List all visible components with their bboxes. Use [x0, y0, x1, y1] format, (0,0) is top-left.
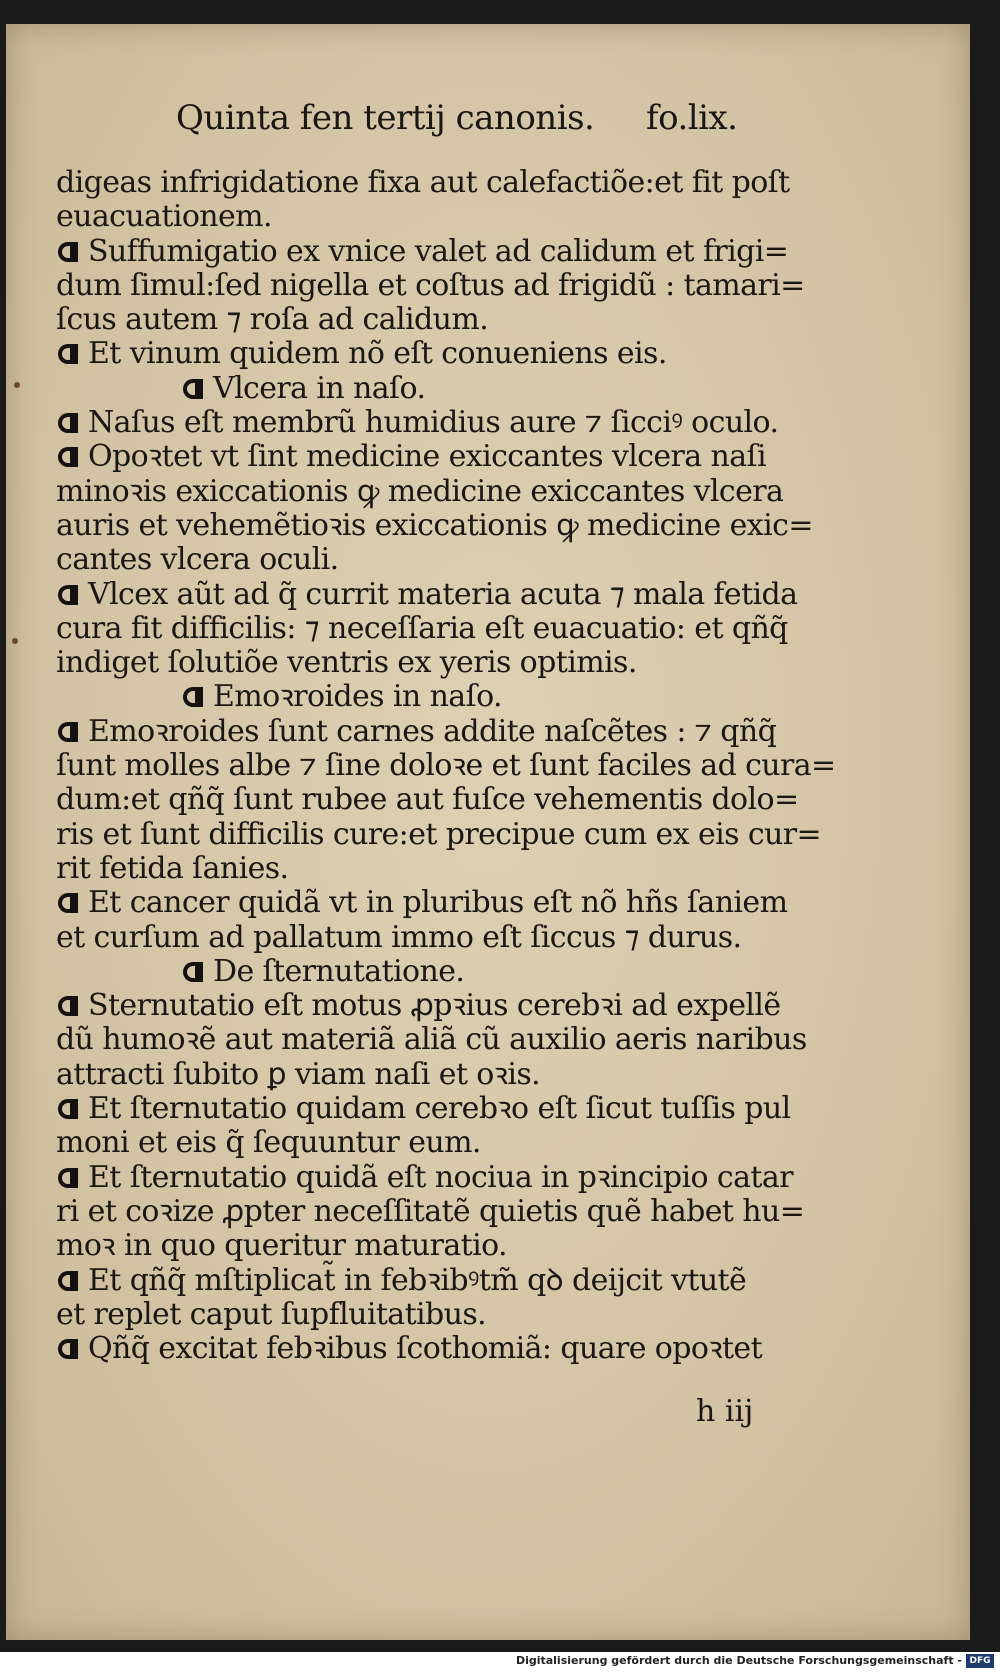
line-text: indiget ſolutiõe ventris ex yeris optimis.: [56, 645, 637, 681]
line-text: Et ſternutatio quidã eſt nociua in pꝛincipio catar: [88, 1159, 793, 1195]
pilcrow-icon: [56, 240, 82, 264]
line-text: Suffumigatio ex vnice valet ad calidum et frigi=: [88, 233, 789, 269]
pilcrow-icon: [56, 1166, 82, 1190]
pilcrow-icon: [56, 1097, 82, 1121]
line-text: dum:et qñq̃ ſunt rubee aut fuſce vehementis dolo=: [56, 782, 799, 818]
line-text: moni et eis q̃ ſequuntur eum.: [56, 1125, 481, 1161]
text-line: [56, 1298, 836, 1332]
text-line: [56, 269, 836, 303]
footer-bar: [0, 1652, 1000, 1672]
pilcrow-icon: [181, 685, 207, 709]
line-text: et curſum ad pallatum immo eſt ſiccus ⁊ durus.: [56, 919, 742, 955]
line-text: Et vinum quidem nõ eſt conueniens eis.: [88, 336, 667, 372]
text-line: [56, 1161, 836, 1195]
text-line: [56, 200, 836, 234]
text-line: [56, 1229, 836, 1263]
text-line: [56, 646, 836, 680]
pilcrow-icon: [56, 1269, 82, 1293]
text-line: [56, 989, 836, 1023]
line-text: moꝛ in quo queritur maturatio.: [56, 1228, 507, 1264]
text-line: [56, 509, 836, 543]
pilcrow-icon: [56, 891, 82, 915]
line-text: dum ſimul:ſed nigella et coſtus ad frigidũ : tamari=: [56, 267, 805, 303]
line-text: Naſus eſt membrũ humidius aure ⁊ ſicciꝰ oculo.: [88, 405, 779, 441]
folio-number: fo.lix.: [646, 98, 738, 138]
header-title: Quinta fen tertij canonis.: [176, 98, 595, 138]
line-text: cantes vlcera oculi.: [56, 542, 339, 578]
text-line: [56, 337, 836, 371]
text-line: [56, 818, 836, 852]
pilcrow-icon: [181, 377, 207, 401]
text-line: [56, 852, 836, 886]
pilcrow-icon: [56, 1337, 82, 1361]
line-text: ſunt molles albe ⁊ ſine doloꝛe et ſunt faciles ad cura=: [56, 748, 836, 784]
line-text: Vlcex aũt ad q̃ currit materia acuta ⁊ mala fetida: [88, 576, 798, 612]
line-text: et replet caput ſupfluitatibus.: [56, 1296, 487, 1332]
text-line: [56, 1264, 836, 1298]
text-line: [56, 749, 836, 783]
text-line: [56, 783, 836, 817]
pilcrow-icon: [56, 411, 82, 435]
text-line: [56, 886, 836, 920]
pilcrow-icon: [56, 445, 82, 469]
footer-credit: Digitalisierung gefördert durch die Deutsche Forschungsgemeinschaft -: [515, 1654, 962, 1667]
signature-mark: h iij: [696, 1394, 754, 1429]
line-text: cura fit difficilis: ⁊ neceſſaria eſt euacuatio: et qñq̃: [56, 610, 788, 646]
text-line: [56, 440, 836, 474]
line-text: Et ſternutatio quidam cerebꝛo eſt ſicut tuſſis pul: [88, 1091, 791, 1127]
text-line: [56, 235, 836, 269]
pilcrow-icon: [56, 583, 82, 607]
section-heading-line: [56, 680, 836, 714]
pilcrow-icon: [56, 994, 82, 1018]
pilcrow-icon: [181, 960, 207, 984]
line-text: Sternutatio eſt motus ꝓpꝛius cerebꝛi ad expellẽ: [88, 988, 781, 1024]
text-line: [56, 578, 836, 612]
pilcrow-icon: [56, 720, 82, 744]
running-header: [176, 92, 776, 142]
book-page: [6, 24, 970, 1640]
dfg-logo: DFG: [966, 1654, 994, 1668]
body-text: [56, 166, 836, 1366]
line-text: Emoꝛroides in naſo.: [213, 679, 502, 715]
line-text: Et qñq̃ mſtiplicat̃ in febꝛibꝰtm̃ qꝺ deijcit vtutẽ: [88, 1262, 747, 1298]
line-text: digeas infrigidatione fixa aut calefactiõe:et fit poſt: [56, 165, 790, 200]
text-line: [56, 406, 836, 440]
line-text: De ſternutatione.: [213, 953, 465, 989]
text-line: [56, 715, 836, 749]
text-line: [56, 1195, 836, 1229]
section-heading-line: [56, 955, 836, 989]
text-line: [56, 166, 836, 200]
margin-mark: [12, 638, 18, 644]
text-line: [56, 921, 836, 955]
line-text: minoꝛis exiccationis ꝙ medicine exiccantes vlcera: [56, 473, 784, 509]
text-line: [56, 1126, 836, 1160]
line-text: ſcus autem ⁊ roſa ad calidum.: [56, 302, 489, 338]
text-line: [56, 612, 836, 646]
line-text: Emoꝛroides ſunt carnes addite naſcẽtes : ⁊ qñq̃: [88, 713, 777, 749]
text-line: [56, 1092, 836, 1126]
line-text: Et cancer quidã vt in pluribus eſt nõ hñs ſaniem: [88, 885, 788, 921]
line-text: attracti ſubito ꝑ viam naſi et oꝛis.: [56, 1056, 541, 1092]
pilcrow-icon: [56, 342, 82, 366]
text-line: [56, 543, 836, 577]
line-text: rit fetida ſanies.: [56, 850, 289, 886]
section-heading-line: [56, 372, 836, 406]
text-line: [56, 475, 836, 509]
text-line: [56, 1058, 836, 1092]
margin-mark: [14, 382, 20, 388]
line-text: dũ humoꝛẽ aut materiã aliã cũ auxilio aeris naribus: [56, 1022, 807, 1058]
line-text: Qñq̃ excitat febꝛibus ſcothomiã: quare opoꝛtet: [88, 1331, 763, 1367]
text-line: [56, 1023, 836, 1057]
text-line: [56, 1332, 836, 1366]
line-text: ris et ſunt difficilis cure:et precipue cum ex eis cur=: [56, 816, 822, 852]
line-text: auris et vehemẽtioꝛis exiccationis ꝙ medicine exic=: [56, 507, 813, 543]
line-text: euacuationem.: [56, 199, 272, 235]
line-text: ri et coꝛize ꝓpter neceſſitatẽ quietis quẽ habet hu=: [56, 1193, 805, 1229]
line-text: Vlcera in naſo.: [213, 370, 426, 406]
text-line: [56, 303, 836, 337]
line-text: Opoꝛtet vt ſint medicine exiccantes vlcera naſi: [88, 439, 767, 475]
